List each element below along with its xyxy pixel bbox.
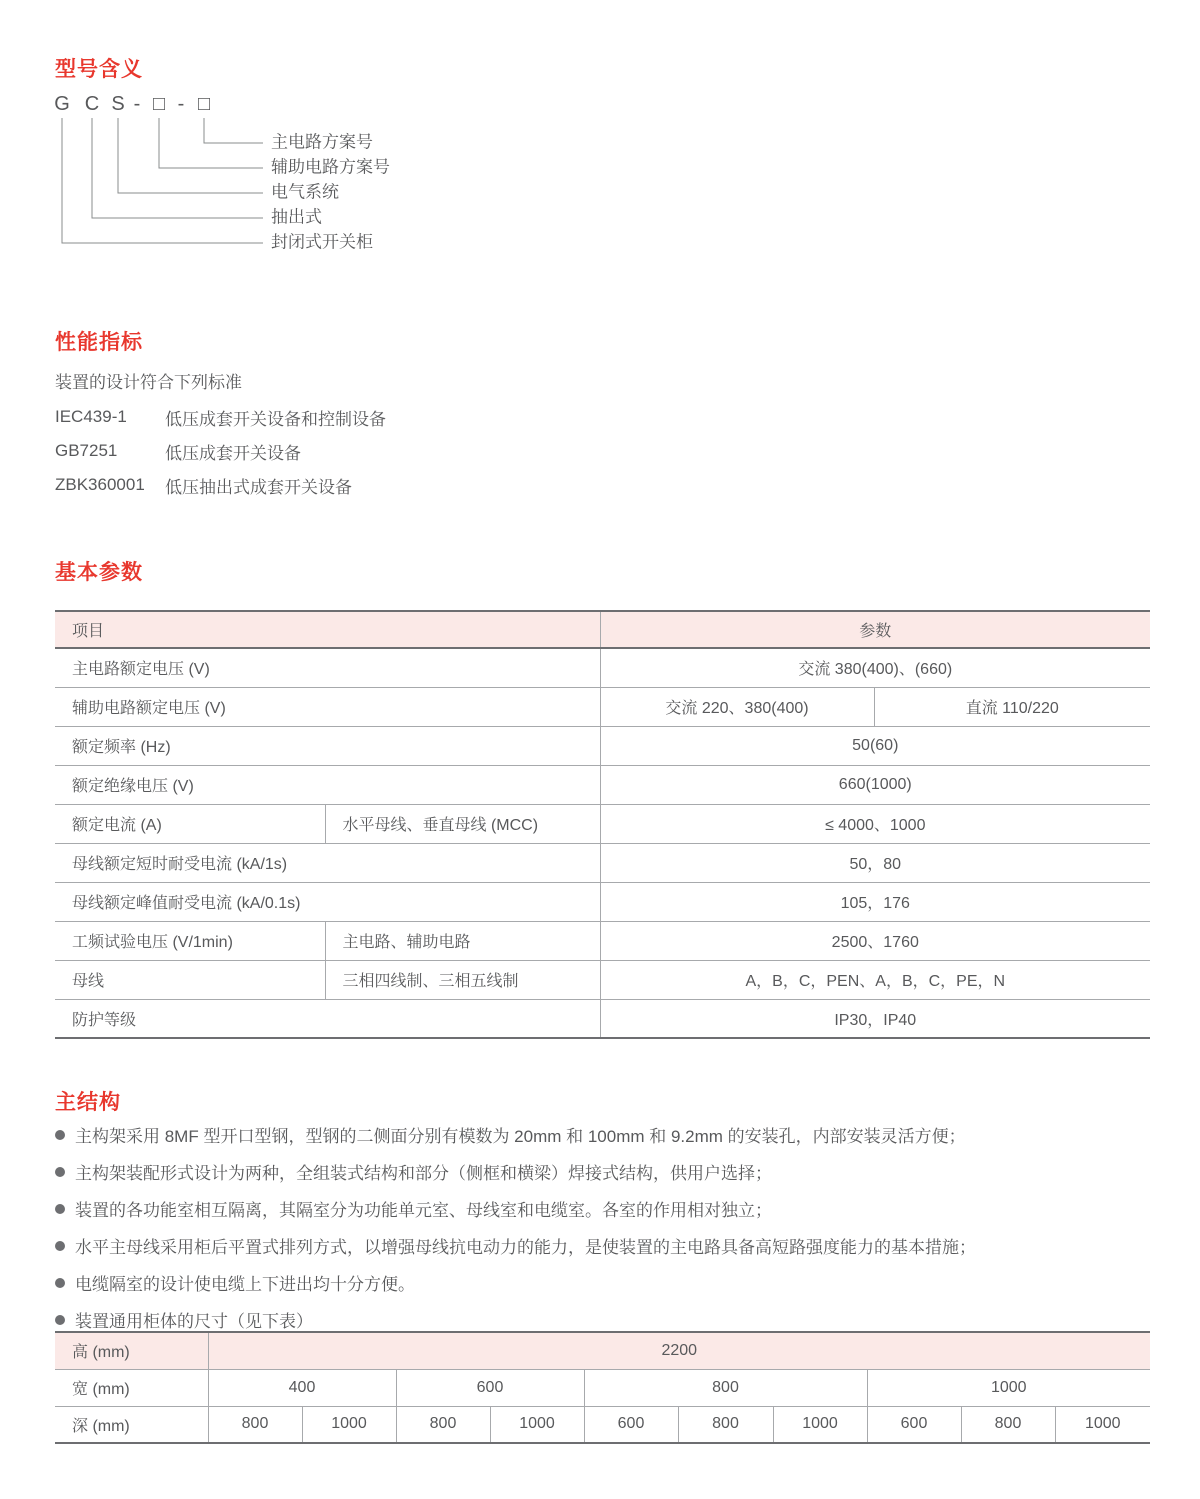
dim-depth-cell: 1000 (490, 1406, 584, 1443)
param-item-cell: 防护等级 (55, 999, 600, 1038)
model-char-c: C (84, 93, 100, 115)
standards-intro: 装置的设计符合下列标准 (55, 373, 242, 392)
param-subitem-cell: 水平母线、垂直母线 (MCC) (325, 804, 600, 843)
param-value-cell: A，B，C，PEN、A，B，C，PE，N (600, 960, 1150, 999)
param-item-cell: 额定绝缘电压 (V) (55, 765, 600, 804)
dim-depth-cell: 1000 (302, 1406, 396, 1443)
param-row-protection-degree (55, 999, 1150, 1038)
dim-depth-row (55, 1406, 1150, 1443)
param-value-cell: 50(60) (600, 726, 1150, 765)
performance-section-title: 性能指标 (55, 331, 143, 354)
bullet-text: 主构架装配形式设计为两种，全组装式结构和部分（侧框和横梁）焊接式结构，供用户选择； (75, 1164, 772, 1183)
connector-line (204, 118, 263, 143)
standard-item (55, 434, 386, 468)
bullet-item (55, 1153, 976, 1190)
model-label-main-circuit: 主电路方案号 (271, 132, 373, 152)
bullet-dot-icon (55, 1241, 65, 1251)
bullet-text: 装置通用柜体的尺寸（见下表） (75, 1312, 313, 1331)
param-row-aux-voltage (55, 687, 1150, 726)
bullet-text: 装置的各功能室相互隔离，其隔室分为功能单元室、母线室和电缆室。各室的作用相对独立； (75, 1201, 772, 1220)
connector-line (118, 118, 263, 193)
param-value-cell: IP30，IP40 (600, 999, 1150, 1038)
param-row-rated-current (55, 804, 1150, 843)
dim-depth-cell: 1000 (1055, 1406, 1150, 1443)
dim-depth-cell: 600 (584, 1406, 678, 1443)
model-char-box2: □ (197, 93, 211, 115)
param-value-ac-cell: 交流 220、380(400) (600, 687, 874, 726)
standard-desc: 低压抽出式成套开关设备 (165, 477, 352, 497)
model-code-diagram (50, 90, 690, 265)
param-item-cell: 主电路额定电压 (V) (55, 648, 600, 687)
dim-width-label-cell: 宽 (mm) (55, 1369, 208, 1406)
model-label-enclosed-switchgear: 封闭式开关柜 (271, 232, 373, 252)
param-item-cell: 额定电流 (A) (55, 804, 325, 843)
basic-parameters-table (55, 610, 1150, 1039)
param-value-cell: 660(1000) (600, 765, 1150, 804)
bullet-text: 水平主母线采用柜后平置式排列方式，以增强母线抗电动力的能力，是使装置的主电路具备高短路强度能力的基本措施； (75, 1238, 976, 1257)
header-param-cell: 参数 (600, 611, 1150, 648)
model-char-dash2: - (177, 93, 185, 115)
params-section-title: 基本参数 (55, 561, 143, 584)
model-label-withdrawable: 抽出式 (271, 207, 322, 227)
standard-item (55, 400, 386, 434)
param-row-frequency (55, 726, 1150, 765)
model-char-box1: □ (152, 93, 166, 115)
param-value-cell: 105，176 (600, 882, 1150, 921)
dim-height-label-cell: 高 (mm) (55, 1332, 208, 1369)
bullet-item (55, 1227, 976, 1264)
standard-code: ZBK360001 (55, 475, 145, 494)
param-item-cell: 母线额定短时耐受电流 (kA/1s) (55, 843, 600, 882)
standard-desc: 低压成套开关设备和控制设备 (165, 409, 386, 429)
structure-section-title: 主结构 (55, 1091, 121, 1114)
dim-depth-cell: 1000 (773, 1406, 867, 1443)
dim-height-value-cell: 2200 (208, 1332, 1150, 1369)
dim-depth-cell: 600 (867, 1406, 961, 1443)
bullet-dot-icon (55, 1204, 65, 1214)
param-value-dc-cell: 直流 110/220 (874, 687, 1150, 726)
dim-width-cell: 400 (208, 1369, 396, 1406)
dim-width-row (55, 1369, 1150, 1406)
param-subitem-cell: 三相四线制、三相五线制 (325, 960, 600, 999)
param-item-cell: 母线 (55, 960, 325, 999)
bullet-dot-icon (55, 1167, 65, 1177)
dim-depth-cell: 800 (678, 1406, 773, 1443)
model-section-title: 型号含义 (55, 58, 143, 81)
param-item-cell: 额定频率 (Hz) (55, 726, 600, 765)
dim-height-row (55, 1332, 1150, 1369)
param-value-cell: 2500、1760 (600, 921, 1150, 960)
dim-depth-cell: 800 (396, 1406, 490, 1443)
param-row-short-time-current (55, 843, 1150, 882)
param-value-cell: 50，80 (600, 843, 1150, 882)
model-char-s: S (111, 93, 125, 115)
param-row-busbar (55, 960, 1150, 999)
header-item-cell: 项目 (55, 611, 600, 648)
bullet-text: 电缆隔室的设计使电缆上下进出均十分方便。 (75, 1275, 415, 1294)
param-value-cell: 交流 380(400)、(660) (600, 648, 1150, 687)
model-char-g: G (54, 93, 70, 115)
table-header-row (55, 611, 1150, 648)
param-row-peak-current (55, 882, 1150, 921)
bullet-item (55, 1190, 976, 1227)
standard-desc: 低压成套开关设备 (165, 443, 301, 463)
param-value-cell: ≤ 4000、1000 (600, 804, 1150, 843)
bullet-item (55, 1264, 976, 1301)
bullet-dot-icon (55, 1278, 65, 1288)
cabinet-dimensions-table (55, 1331, 1150, 1444)
bullet-dot-icon (55, 1130, 65, 1140)
param-row-main-voltage (55, 648, 1150, 687)
param-row-test-voltage (55, 921, 1150, 960)
standards-list (55, 400, 386, 502)
bullet-dot-icon (55, 1315, 65, 1325)
param-item-cell: 工频试验电压 (V/1min) (55, 921, 325, 960)
param-item-cell: 辅助电路额定电压 (V) (55, 687, 600, 726)
structure-bullet-list (55, 1116, 976, 1338)
param-row-insulation-voltage (55, 765, 1150, 804)
dim-depth-cell: 800 (961, 1406, 1055, 1443)
model-label-electrical-system: 电气系统 (271, 182, 339, 202)
model-char-dash1: - (133, 93, 141, 115)
param-item-cell: 母线额定峰值耐受电流 (kA/0.1s) (55, 882, 600, 921)
param-subitem-cell: 主电路、辅助电路 (325, 921, 600, 960)
dim-width-cell: 1000 (867, 1369, 1150, 1406)
standard-code: IEC439-1 (55, 407, 127, 426)
dim-depth-cell: 800 (208, 1406, 302, 1443)
dim-width-cell: 600 (396, 1369, 584, 1406)
standard-code: GB7251 (55, 441, 118, 460)
standard-item (55, 468, 386, 502)
model-label-aux-circuit: 辅助电路方案号 (271, 157, 390, 177)
dim-depth-label-cell: 深 (mm) (55, 1406, 208, 1443)
dim-width-cell: 800 (584, 1369, 867, 1406)
bullet-item (55, 1116, 976, 1153)
bullet-text: 主构架采用 8MF 型开口型钢，型钢的二侧面分别有模数为 20mm 和 100mm 和 9.2mm 的安装孔，内部安装灵活方便； (75, 1127, 966, 1146)
